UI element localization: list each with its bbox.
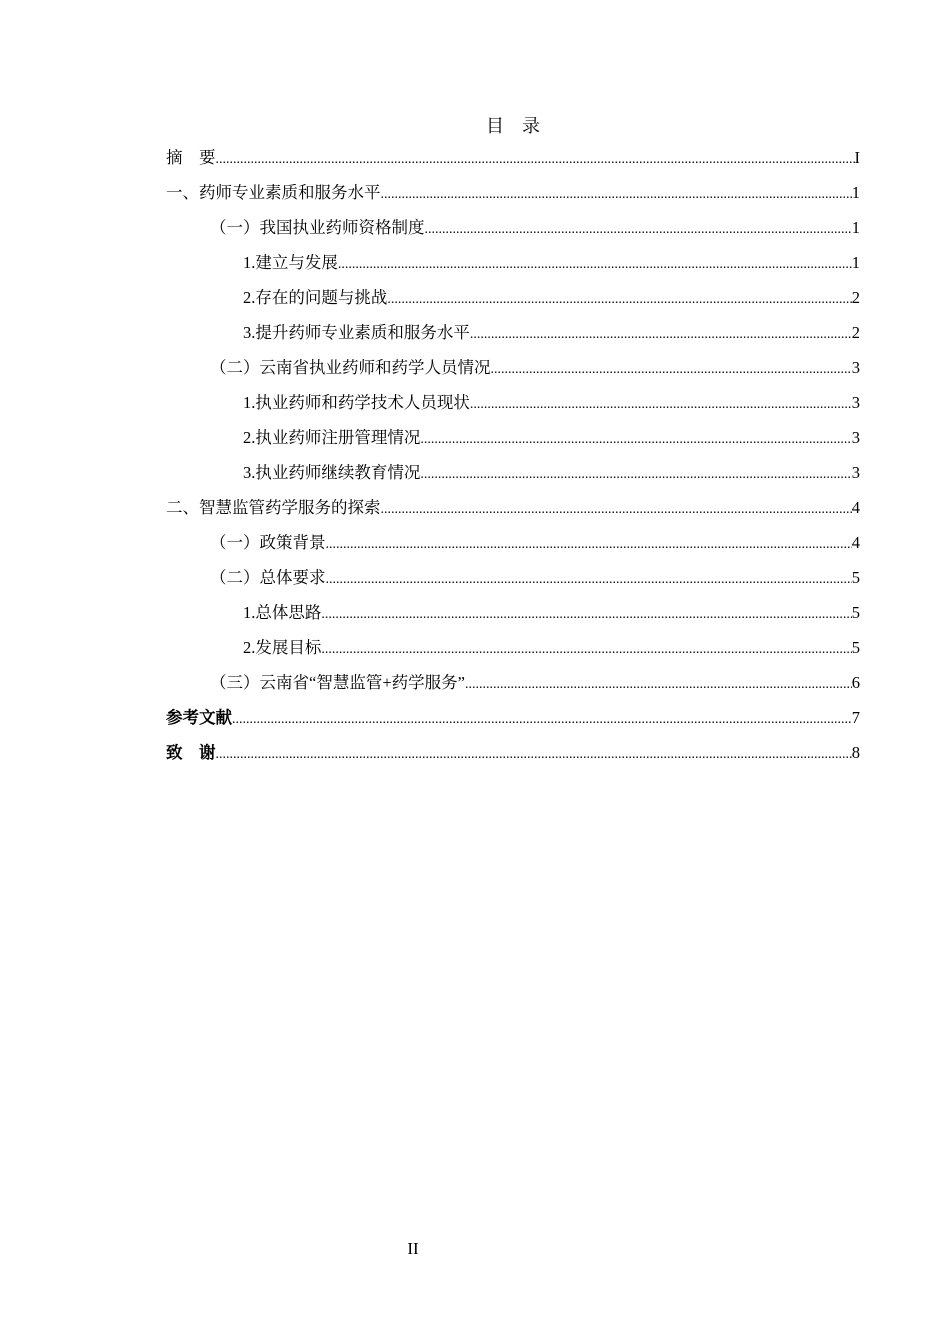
toc-entry-page: 3 [851,463,860,482]
toc-entry-page: 5 [851,568,860,587]
toc-entry-subsection-1-2-2[interactable] [166,425,860,460]
toc-entry-subsection-1-1-2[interactable] [166,285,860,320]
toc-entry-subsection-1-2-3[interactable] [166,460,860,495]
toc-leader-dots [425,217,852,243]
toc-entry-page: 3 [851,358,860,377]
page-number: II [407,1239,419,1258]
toc-entry-label: （三）云南省“智慧监管+药学服务” [210,673,465,692]
toc-entry-page: 5 [851,603,860,622]
toc-entry-page: 2 [851,323,860,342]
toc-leader-dots [387,287,851,313]
toc-leader-dots [338,252,852,278]
toc-entry-abstract[interactable] [166,145,860,180]
toc-leader-dots [420,427,851,453]
toc-entry-page: 2 [851,288,860,307]
toc-entry-section-2-2[interactable] [166,565,860,600]
toc-entry-label: 2.存在的问题与挑战 [243,288,388,307]
toc-title: 目 录 [486,116,540,136]
toc-leader-dots [470,392,852,418]
toc-entry-page: 1 [851,218,860,237]
toc-entry-label: 摘 要 [166,148,216,167]
toc-entry-page: 8 [851,743,860,762]
toc-leader-dots [326,567,852,593]
toc-entry-subsection-1-1-3[interactable] [166,320,860,355]
toc-entry-label: （一）我国执业药师资格制度 [210,218,425,237]
toc-entry-section-2-1[interactable] [166,530,860,565]
toc-entry-label: 参考文献 [166,708,232,727]
toc-leader-dots [470,322,852,348]
toc-entry-label: 3.提升药师专业素质和服务水平 [243,323,470,342]
toc-entry-page: I [854,148,860,167]
toc-leader-dots [321,637,851,663]
toc-entry-page: 7 [851,708,860,727]
toc-entry-page: 3 [851,393,860,412]
toc-entry-label: 一、药师专业素质和服务水平 [166,183,381,202]
toc-entry-label: 2.执业药师注册管理情况 [243,428,421,447]
toc-entry-label: 1.总体思路 [243,603,322,622]
toc-entry-label: 3.执业药师继续教育情况 [243,463,421,482]
toc-entry-label: （一）政策背景 [210,533,326,552]
toc-leader-dots [381,182,852,208]
toc-entry-references[interactable] [166,705,860,740]
toc-entry-label: 1.执业药师和药学技术人员现状 [243,393,470,412]
toc-entry-page: 1 [851,183,860,202]
toc-leader-dots [491,357,852,383]
toc-entry-label: 2.发展目标 [243,638,322,657]
toc-leader-dots [216,147,855,173]
toc-entry-label: 致 谢 [166,743,216,762]
toc-entry-page: 1 [851,253,860,272]
toc-leader-dots [216,742,852,768]
toc-entry-section-1-1[interactable] [166,215,860,250]
toc-leader-dots [420,462,851,488]
toc-entry-subsection-1-1-1[interactable] [166,250,860,285]
toc-leader-dots [465,672,852,698]
toc-entry-subsection-2-2-1[interactable] [166,600,860,635]
toc-leader-dots [326,532,852,558]
toc-entry-chapter-1[interactable] [166,180,860,215]
toc-leader-dots [381,497,852,523]
toc-leader-dots [232,707,852,733]
toc-entry-subsection-1-2-1[interactable] [166,390,860,425]
toc-entry-label: 二、智慧监管药学服务的探索 [166,498,381,517]
table-of-contents [166,145,860,775]
toc-entry-chapter-2[interactable] [166,495,860,530]
toc-entry-label: 1.建立与发展 [243,253,338,272]
toc-entry-page: 4 [851,533,860,552]
toc-entry-acknowledgements[interactable] [166,740,860,775]
toc-entry-page: 3 [851,428,860,447]
toc-entry-section-2-3[interactable] [166,670,860,705]
toc-entry-subsection-2-2-2[interactable] [166,635,860,670]
toc-entry-label: （二）总体要求 [210,568,326,587]
toc-entry-label: （二）云南省执业药师和药学人员情况 [210,358,491,377]
toc-entry-page: 6 [851,673,860,692]
toc-entry-page: 4 [851,498,860,517]
toc-entry-page: 5 [851,638,860,657]
toc-entry-section-1-2[interactable] [166,355,860,390]
toc-leader-dots [321,602,851,628]
